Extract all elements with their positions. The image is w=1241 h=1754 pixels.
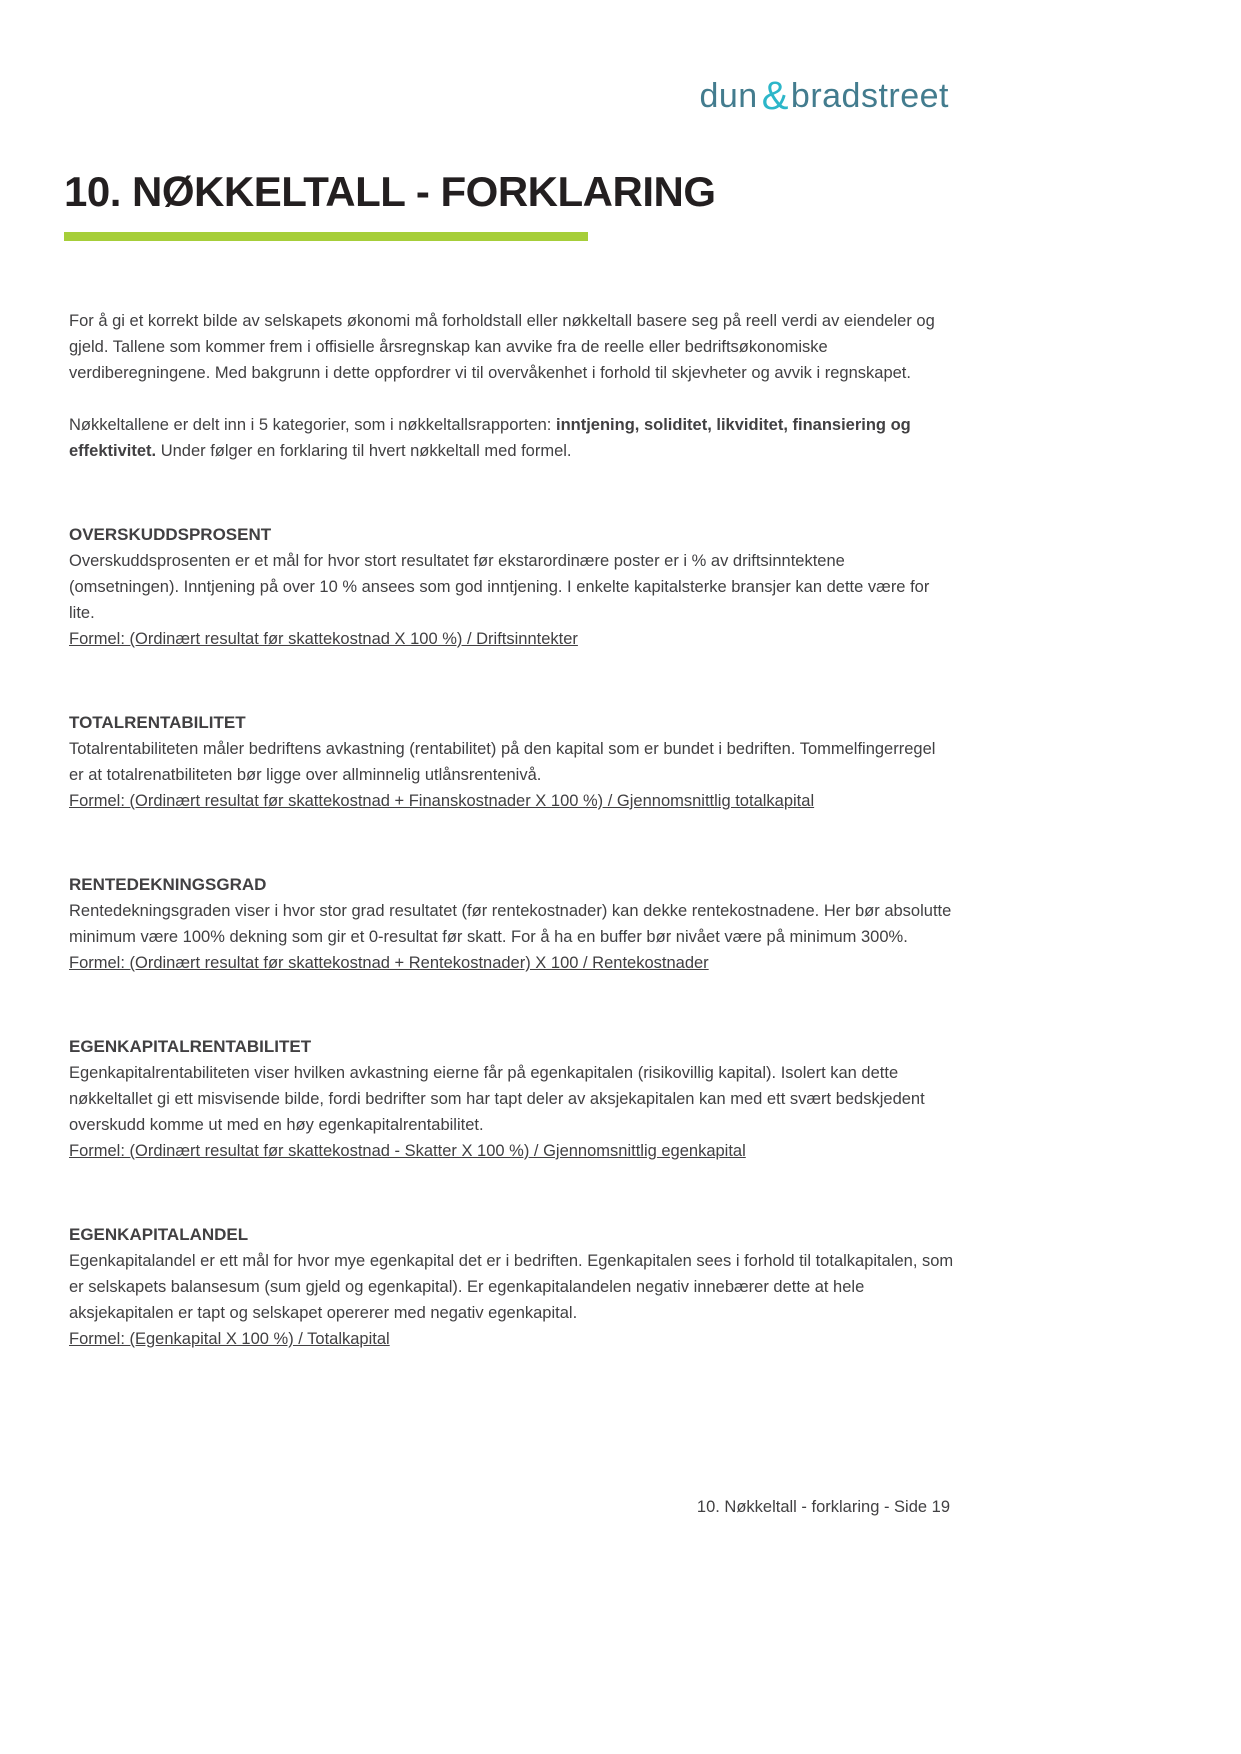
categories-paragraph: [69, 412, 954, 464]
page-title: 10. NØKKELTALL - FORKLARING: [64, 168, 716, 215]
section-body: Totalrentabiliteten måler bedriftens avkastning (rentabilitet) på den kapital som er bundet i bedriften. Tommelfingerregel er at totalrenatbiliteten bør ligge over allminnelig utlånsrentenivå.: [69, 740, 936, 784]
intro-paragraph: For å gi et korrekt bilde av selskapets økonomi må forholdstall eller nøkkeltall basere seg på reell verdi av eiendeler og gjeld. Tallene som kommer frem i offisielle årsregnskap kan avvike fra de reelle eller bedriftsøkonomiske verdiberegningene. Med bakgrunn i dette oppfordrer vi til overvåkenhet i forhold til skjevheter og avvik i regnskapet.: [69, 312, 935, 382]
title-underline-bar: [64, 232, 588, 241]
section-overskuddsprosent: [69, 522, 954, 652]
section-body: Egenkapitalandel er ett mål for hvor mye egenkapital det er i bedriften. Egenkapitalen sees i forhold til totalkapitalen, som er selskapets balansesum (sum gjeld og egenkapital). Er egenkapitalandelen negativ innebærer dette at hele aksjekapitalen er tapt og selskapet opererer med negativ egenkapital.: [69, 1252, 954, 1322]
section-heading: OVERSKUDDSPROSENT: [69, 525, 272, 544]
categories-text-post: Under følger en forklaring til hvert nøkkeltall med formel.: [156, 442, 572, 460]
section-heading: EGENKAPITALRENTABILITET: [69, 1037, 312, 1056]
logo-text-bradstreet: bradstreet: [790, 77, 949, 115]
categories-text-bold: inntjening, soliditet, likviditet, finansiering og effektivitet.: [69, 416, 911, 460]
section-formula: Formel: (Ordinært resultat før skattekostnad - Skatter X 100 %) / Gjennomsnittlig egenkapital: [69, 1142, 746, 1160]
section-egenkapitalandel: [69, 1222, 954, 1352]
section-totalrentabilitet: [69, 710, 954, 814]
section-heading: RENTEDEKNINGSGRAD: [69, 875, 267, 894]
logo-ampersand-icon: &: [761, 74, 789, 118]
section-heading: EGENKAPITALANDEL: [69, 1225, 249, 1244]
section-body: Egenkapitalrentabiliteten viser hvilken avkastning eierne får på egenkapitalen (risikovillig kapital). Isolert kan dette nøkkeltallet gi ett misvisende bilde, fordi bedrifter som har tapt deler av aksjekapitalen kan med ett svært bedskjedent overskudd komme ut med en høy egenkapitalrentabilitet.: [69, 1064, 925, 1134]
section-body: Rentedekningsgraden viser i hvor stor grad resultatet (før rentekostnader) kan dekke rentekostnadene. Her bør absolutte minimum være 100% dekning som gir et 0-resultat før skatt. For å ha en buffer bør nivået være på minimum 300%.: [69, 902, 952, 946]
section-egenkapitalrentabilitet: [69, 1034, 954, 1164]
document-content: [69, 308, 954, 1352]
logo-text-dun: dun: [699, 77, 758, 115]
section-formula: Formel: (Egenkapital X 100 %) / Totalkapital: [69, 1330, 390, 1348]
section-formula: Formel: (Ordinært resultat før skattekostnad X 100 %) / Driftsinntekter: [69, 630, 578, 648]
section-rentedekningsgrad: [69, 872, 954, 976]
page-footer: 10. Nøkkeltall - forklaring - Side 19: [696, 1498, 950, 1516]
dun-bradstreet-logo: [699, 72, 949, 117]
section-body: Overskuddsprosenten er et mål for hvor stort resultatet før ekstarordinære poster er i % av driftsinntektene (omsetningen). Inntjening på over 10 % ansees som god inntjening. I enkelte kapitalsterke bransjer kan dette være for lite.: [69, 552, 930, 622]
section-formula: Formel: (Ordinært resultat før skattekostnad + Rentekostnader) X 100 / Rentekostnader: [69, 954, 709, 972]
section-formula: Formel: (Ordinært resultat før skattekostnad + Finanskostnader X 100 %) / Gjennomsnittlig totalkapital: [69, 792, 815, 810]
section-heading: TOTALRENTABILITET: [69, 713, 246, 732]
categories-text-pre: Nøkkeltallene er delt inn i 5 kategorier, som i nøkkeltallsrapporten:: [69, 416, 556, 434]
